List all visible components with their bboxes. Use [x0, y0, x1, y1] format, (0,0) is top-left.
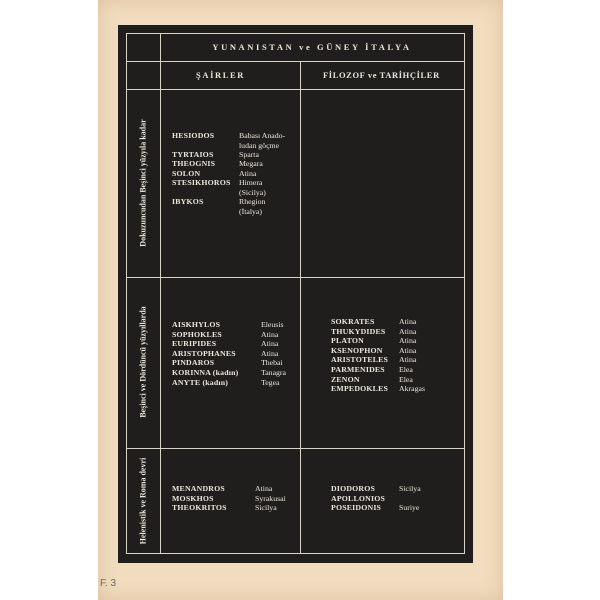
entry-name: THEOGNIS: [172, 159, 216, 169]
period-label-early: Dokuzuncudan Beşinci yüzyıla kadar: [138, 119, 148, 247]
entry-name: ARISTOPHANES: [172, 348, 236, 358]
entry-name: ARISTOTELES: [331, 355, 389, 365]
entry-name: ANYTE (kadın): [172, 377, 229, 387]
rule-period-column: [160, 33, 161, 553]
rule-period-1: [126, 277, 465, 278]
rule-right: [464, 33, 465, 553]
rule-middle: [300, 61, 301, 553]
rule-period-2: [126, 448, 465, 449]
entry-place: Atina: [399, 355, 417, 365]
entry-name: PLATON: [331, 336, 364, 346]
chronology-table: [118, 25, 473, 563]
entry-name: SOKRATES: [331, 317, 375, 326]
rule-top: [126, 33, 465, 34]
entry-name: THUKYDIDES: [331, 326, 386, 336]
rule-left: [126, 33, 127, 553]
entry-place: Elea: [399, 374, 413, 384]
entry-place: Suriye: [399, 503, 420, 513]
period-label-classical: Beşinci ve Dördüncü yüzyıllarda: [138, 306, 148, 418]
page-mark: F. 3: [100, 578, 117, 589]
entry-place: Atina: [261, 329, 279, 339]
entry-place: Thebai: [261, 358, 283, 368]
entry-name: EMPEDOKLES: [331, 384, 389, 394]
entry-name: KSENOPHON: [331, 345, 383, 355]
entry-place: Atina: [261, 339, 279, 349]
entry-place: Rhegion (İtalya): [239, 197, 266, 216]
entry-name: THEOKRITOS: [172, 503, 227, 513]
rule-header-bottom: [126, 89, 465, 90]
header-poets: ŞAİRLER: [196, 70, 245, 80]
entry-name: DIODOROS: [331, 484, 376, 493]
entry-place: Atina: [239, 168, 257, 178]
entry-place: Sicilya: [255, 503, 277, 513]
entry-name: SOPHOKLES: [172, 329, 222, 339]
entry-place: Syrakusai: [255, 493, 286, 503]
rule-bottom: [126, 553, 465, 554]
entry-place: Sicilya: [399, 484, 421, 493]
period-label-hellenistic: Helenistik ve Roma devri: [138, 457, 148, 545]
entry-place: Eleusis: [261, 320, 284, 329]
entry-place: Tegea: [261, 377, 280, 387]
entry-place: Atina: [399, 326, 417, 336]
entry-name: APOLLONIOS: [331, 493, 385, 503]
entry-place: Tanagra: [261, 368, 286, 377]
entry-name: PINDAROS: [172, 358, 215, 368]
entry-place: Akragas: [399, 384, 425, 394]
entry-name: STESIKHOROS: [172, 178, 231, 188]
rule-title-bottom: [126, 61, 465, 62]
entry-name: ZENON: [331, 374, 360, 384]
entry-name: POSEIDONIS: [331, 503, 382, 513]
entry-name: MENANDROS: [172, 484, 225, 493]
entry-place: Atina: [399, 345, 417, 355]
header-philosophers: FİLOZOF ve TARİHÇİLER: [323, 70, 440, 80]
entry-place: Megara: [239, 159, 263, 169]
entry-name: AISKHYLOS: [172, 320, 221, 329]
entry-place: Elea: [399, 365, 413, 374]
entry-place: Atina: [255, 484, 273, 493]
entry-place: Himera (Sicilya): [239, 178, 266, 197]
entry-name: HESIODOS: [172, 131, 215, 140]
entry-name: KORINNA (kadın): [172, 368, 239, 377]
entry-place: Sparta: [239, 149, 259, 159]
entry-place: Atina: [399, 336, 417, 346]
entry-place: Atina: [261, 348, 279, 358]
entry-place: Babası Anado- ludan göçme: [239, 131, 286, 150]
entry-name: EURIPIDES: [172, 339, 217, 349]
entry-name: PARMENIDES: [331, 365, 385, 374]
table-title: YUNANISTAN ve GÜNEY İTALYA: [212, 42, 412, 52]
entry-name: IBYKOS: [172, 197, 204, 207]
entry-place: Atina: [399, 317, 417, 326]
entry-name: TYRTAIOS: [172, 149, 214, 159]
entry-name: MOSKHOS: [172, 493, 214, 503]
entry-name: SOLON: [172, 168, 201, 178]
